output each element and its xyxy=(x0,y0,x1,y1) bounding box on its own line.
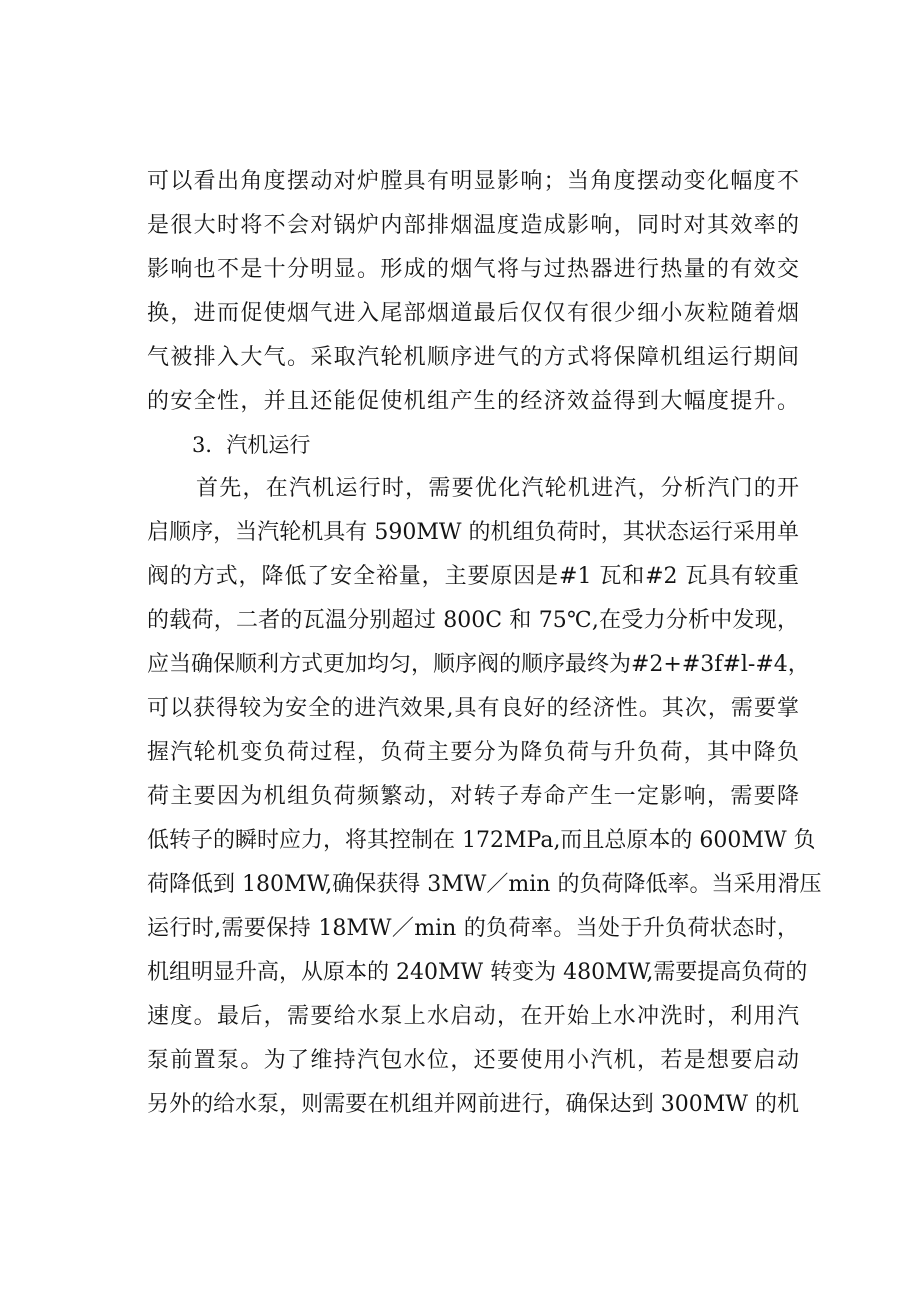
paragraph-2-line: 握汽轮机变负荷过程，负荷主要分为降负荷与升负荷，其中降负 xyxy=(147,740,799,765)
section-heading: 3．汽机运行 xyxy=(192,433,311,457)
paragraph-1-line: 可以看出角度摆动对炉膛具有明显影响；当角度摆动变化幅度不 xyxy=(147,169,799,194)
paragraph-2-line: 运行时,需要保持 18MW／min 的负荷率。当处于升负荷状态时， xyxy=(147,916,799,941)
paragraph-2-line: 的载荷，二者的瓦温分别超过 800C 和 75℃,在受力分析中发现， xyxy=(147,608,799,633)
paragraph-2-line: 低转子的瞬时应力，将其控制在 172MPa,而且总原本的 600MW 负 xyxy=(147,828,816,853)
paragraph-2-line: 可以获得较为安全的进汽效果,具有良好的经济性。其次，需要掌 xyxy=(147,696,799,721)
paragraph-2-line: 启顺序，当汽轮机具有 590MW 的机组负荷时，其状态运行采用单 xyxy=(147,520,799,545)
paragraph-2-line: 机组明显升高，从原本的 240MW 转变为 480MW,需要提高负荷的 xyxy=(147,960,808,985)
paragraph-2-line: 速度。最后，需要给水泵上水启动，在开始上水冲洗时，利用汽 xyxy=(147,1004,799,1029)
paragraph-2-line: 另外的给水泵，则需要在机组并网前进行，确保达到 300MW 的机 xyxy=(147,1092,799,1117)
paragraph-2-line: 泵前置泵。为了维持汽包水位，还要使用小汽机，若是想要启动 xyxy=(147,1048,799,1073)
paragraph-1-line: 的安全性，并且还能促使机组产生的经济效益得到大幅度提升。 xyxy=(147,389,799,414)
paragraph-2-line: 荷降低到 180MW,确保获得 3MW／min 的负荷降低率。当采用滑压 xyxy=(147,872,822,897)
paragraph-1-line: 是很大时将不会对锅炉内部排烟温度造成影响，同时对其效率的 xyxy=(147,213,799,238)
paragraph-2-line: 应当确保顺利方式更加均匀，顺序阀的顺序最终为#2+#3f#l-#4， xyxy=(147,652,810,677)
paragraph-1-line: 气被排入大气。采取汽轮机顺序进气的方式将保障机组运行期间 xyxy=(147,345,799,370)
paragraph-1-line: 影响也不是十分明显。形成的烟气将与过热器进行热量的有效交 xyxy=(147,257,799,282)
paragraph-2-line: 首先，在汽机运行时，需要优化汽轮机进汽，分析汽门的开 xyxy=(196,476,799,501)
paragraph-2-line: 荷主要因为机组负荷频繁动，对转子寿命产生一定影响，需要降 xyxy=(147,784,799,809)
paragraph-2-line: 阀的方式，降低了安全裕量，主要原因是#1 瓦和#2 瓦具有较重 xyxy=(147,564,799,589)
paragraph-1-line: 换，进而促使烟气进入尾部烟道最后仅仅有很少细小灰粒随着烟 xyxy=(147,301,799,326)
